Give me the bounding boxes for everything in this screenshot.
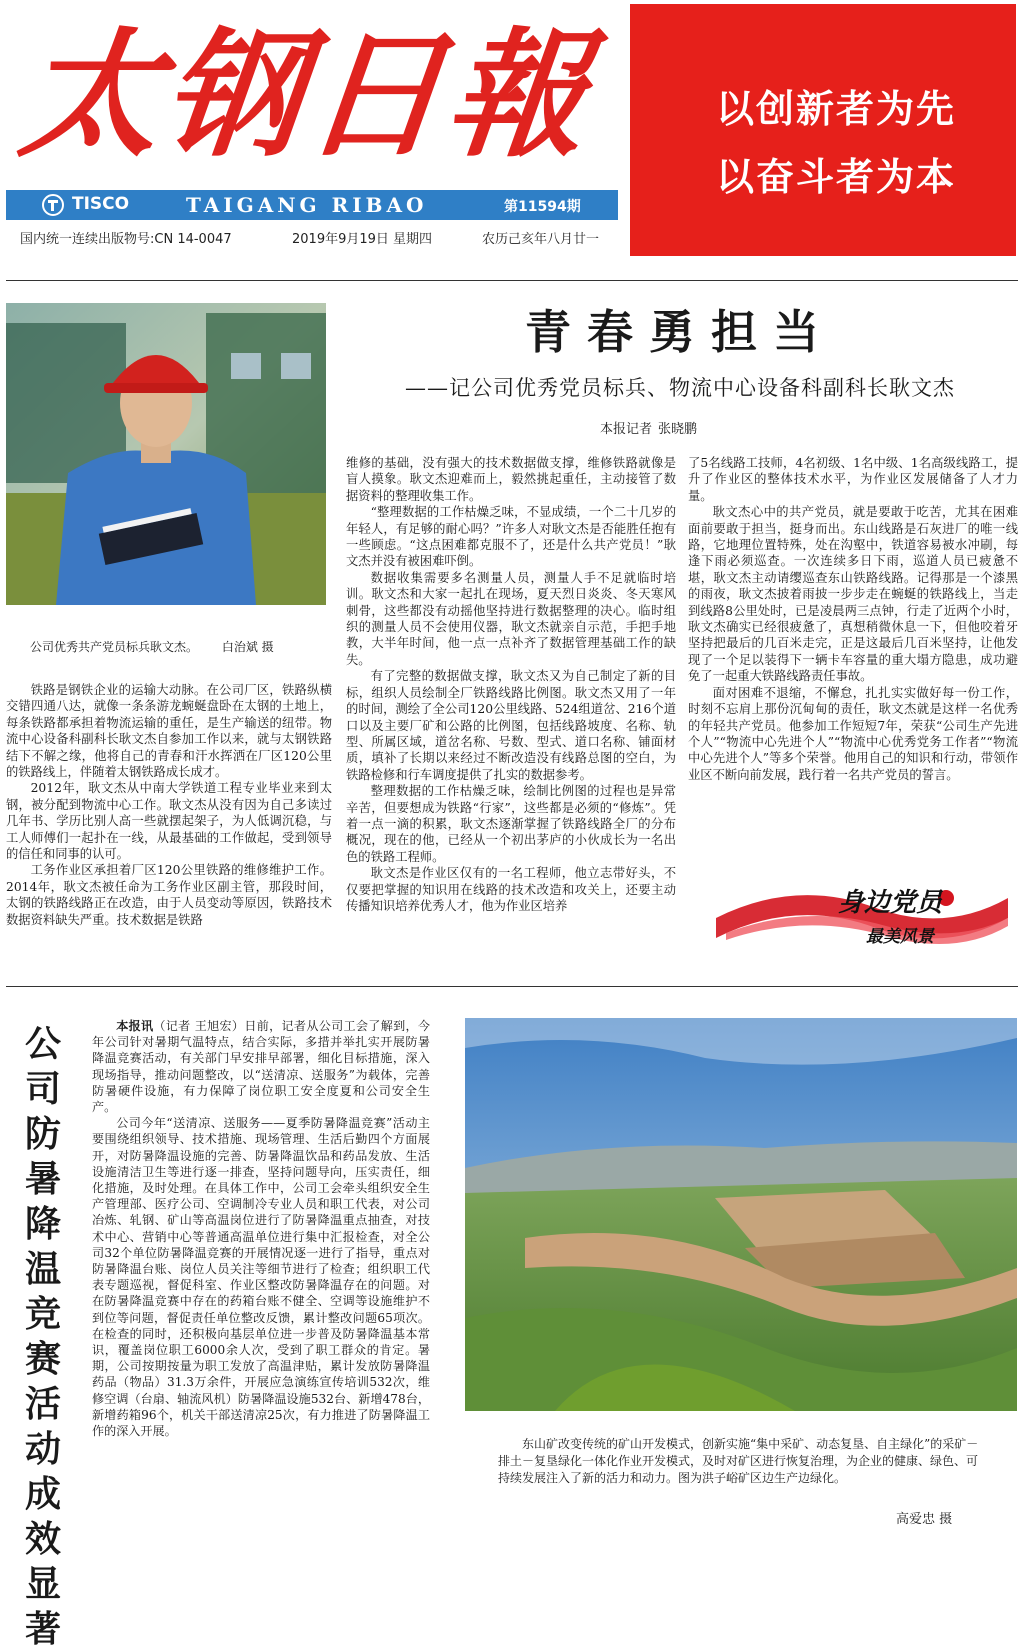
newspaper-title: 太钢日報 — [13, 13, 599, 176]
paragraph: 有了完整的数据做支撑，耿文杰又为自己制定了新的目标，组织人员绘制全厂铁路线路比例图。耿文杰又用了一年的时间，测绘了全公司120公里线路、524组道岔、216个道口以及主要厂矿和公路的比例图，包括线路坡度、名称、轨型、所属区域，道岔名称、号数、型式、道口名称、铺面材质，填补了长期以来经过不断改造没有线路总图的空白，为铁路检修和行车调度提供了扎实的数据参考。 — [346, 669, 676, 782]
paragraph: 铁路是钢铁企业的运输大动脉。在公司厂区，铁路纵横交错四通八达，就像一条条游龙蜿蜒盘卧在太钢的土地上，每条铁路都承担着物流运输的重任，是生产输送的纽带。物流中心设备科副科长耿文杰自参加工作以来，就与太钢铁路结下不解之缘，他将自己的青春和汗水挥洒在厂区120公里的铁路线上，伴随着太钢铁路成长成才。 — [6, 683, 332, 780]
tisco-logo-text: TISCO — [72, 194, 130, 214]
paragraph: “整理数据的工作枯燥乏味，不显成绩，一个二十几岁的年轻人，有足够的耐心吗？”许多人对耿文杰是否能胜任抱有一些顾虑。“这点困难都克服不了，还是什么共产党员！”耿文杰并没有被困难吓倒。 — [346, 505, 676, 569]
article1-column-3 — [688, 455, 1018, 783]
photo2-credit: 高爱忠 摄 — [896, 1512, 953, 1527]
paragraph: 耿文杰心中的共产党员，就是要敢于吃苦，尤其在困难面前要敢于担当，挺身而出。东山线路是石灰进厂的唯一线路，它地理位置特殊，处在沟壑中，铁道容易被水冲刷，每逢下雨必须巡查。一次连续多日下雨，巡道人员已疲惫不堪，耿文杰主动请缨巡查东山铁路线路。记得那是一个漆黑的雨夜，耿文杰披着雨披一步步走在蜿蜒的铁路线上，当走到线路8公里处时，已是凌晨两三点钟，行走了近两个小时，耿文杰确实已经很疲惫了，真想稍微休息一下，但他咬着牙坚持把最后的几百米走完，正是这最后几百米坚持，让他发现了一个足以装得下一辆卡车容量的重大塌方隐患，成功避免了一起重大铁路线路责任事故。 — [688, 505, 1018, 684]
paragraph: 公司今年“送清凉、送服务——夏季防暑降温竞赛”活动主要围绕组织领导、技术措施、现场管理、生活后勤四个方面展开，对防暑降温设施的完善、防暑降温饮品和药品发放、生活设施清洁卫生等进行逐一排查，坚持问题导向，压实责任，细化措施，及时处理。在具体工作中，公司工会牵头组织安全生产管理部、医疗公司、空调制冷专业人员和职工代表，对公司冶炼、轧钢、矿山等高温岗位进行了防暑降温重点抽查，对技术中心、营销中心等普通高温单位进行集中汇报检查，对全公司32个单位防暑降温竞赛的开展情况逐一进行了指导，重点对防暑降温台账、岗位人员关注等细节进行了检查；组织职工代表专题巡视，督促科室、作业区整改防暑降温存在的问题。对在防暑降温竞赛中存在的药箱台账不健全、空调等设施维护不到位等问题，督促责任单位整改反馈，累计整改问题65项次。在检查的同时，还积极向基层单位进一步普及防暑降温基本常识，覆盖岗位职工6000余人次，受到了职工群众的肯定。暑期，公司按期按量为职工发放了高温津贴，累计发放防暑降温药品（物品）31.3万余件，开展应急演练宣传培训532次，维修空调（台扇、轴流风机）防暑降温设施532台、新增478台，新增药箱96个，机关干部送清凉25次，有力推进了防暑降温工作的深入开展。 — [92, 1116, 430, 1439]
paragraph: 本报讯（记者 王旭宏）日前，记者从公司工会了解到，今年公司针对暑期气温特点，结合实际，多措并举扎实开展防暑降温竞赛活动，有关部门早安排早部署，细化目标措施，深入现场指导，推动问题整改，以“送清凉、送服务”为载体，完善防暑硬件设施，有力保障了岗位职工安全度夏和公司安全生产。 — [92, 1019, 430, 1115]
column-badge — [716, 878, 1008, 956]
slogan-line-2: 以奋斗者为本 — [716, 154, 957, 199]
slogan-box — [630, 4, 1016, 256]
article1-column-1 — [6, 682, 332, 928]
badge-title: 身边党员 — [838, 888, 943, 918]
byline-label: 本报记者 — [600, 422, 653, 437]
article2-body — [92, 1018, 430, 1439]
paragraph: 了5名线路工技师，4名初级、1名中级、1名高级线路工，提升了作业区的整体技术水平，为作业区发展储备了人才力量。 — [688, 456, 1018, 503]
masthead-band — [6, 190, 618, 220]
paragraph: 2012年，耿文杰从中南大学铁道工程专业毕业来到太钢，被分配到物流中心工作。耿文杰从没有因为自己多读过几年书、学历比别人高一些就摆起架子，为人低调沉稳，与工人师傅们一起扑在一线，从最基础的工作做起，受到领导的信任和同事的认可。 — [6, 781, 332, 862]
paragraph: 面对困难不退缩，不懈怠，扎扎实实做好每一份工作，时刻不忘肩上那份沉甸甸的责任，耿文杰就是这样一名优秀的年轻共产党员。他参加工作短短7年，荣获“公司生产先进个人”“物流中心先进个人”“物流中心优秀党务工作者”“物流中心先进个人”等多个荣誉。他用自己的知识和行动，带领作业区不断向前发展，践行着一名共产党员的誓言。 — [688, 685, 1018, 782]
lead-reporter: （记者 王旭宏） — [153, 1019, 245, 1033]
lunar-date: 农历己亥年八月廿一 — [482, 232, 600, 247]
article1-byline — [600, 418, 697, 437]
publication-date: 2019年9月19日 星期四 — [292, 232, 433, 247]
article1-subheadline: ——记公司优秀党员标兵、物流中心设备科副科长耿文杰 — [405, 376, 955, 400]
worker-photo — [6, 303, 326, 605]
paragraph: 整理数据的工作枯燥乏味，绘制比例图的过程也是异常辛苦，但要想成为铁路“行家”，这些都是必须的“修炼”。凭着一点一滴的积累，耿文杰逐渐掌握了铁路线路全厂的分布概况，现在的他，已经从一个初出茅庐的小伙成长为一名出色的铁路工程师。 — [346, 784, 676, 864]
photo2-caption: 东山矿改变传统的矿山开发模式，创新实施“集中采矿、动态复垦、自主绿化”的采矿－排土－复垦绿化一体化作业开发模式，及时对矿区进行恢复治理，为企业的健康、绿色、可持续发展注入了新的活力和动力。图为洪子峪矿区边生产边绿化。 — [498, 1437, 979, 1485]
article1-headline: 青春勇担当 — [525, 305, 835, 359]
badge-subtitle: 最美风景 — [866, 927, 934, 947]
paragraph: 数据收集需要多名测量人员，测量人手不足就临时培训。耿文杰和大家一起扎在现场，夏天烈日炎炎、冬天寒风刺骨，这些都没有动摇他坚持进行数据整理的决心。临时组织的测量人员不会使用仪器，耿文杰就亲自示范，手把手地教，大半年时间，他一点一点补齐了数据管理基础工作的缺失。 — [346, 570, 676, 667]
masthead-pinyin: TAIGANG RIBAO — [186, 193, 428, 217]
lead-label: 本报讯 — [116, 1019, 154, 1033]
photo1-credit: 白治斌 摄 — [221, 640, 274, 654]
section-divider — [6, 986, 1018, 987]
paragraph: 维修的基础，没有强大的技术数据做支撑，维修铁路就像是盲人摸象。耿文杰迎难而上，毅然挑起重任，主动接管了数据资料的整理收集工作。 — [346, 456, 676, 503]
article1-column-2 — [346, 455, 676, 914]
issue-number: 第11594期 — [504, 199, 581, 215]
registration-number: 国内统一连续出版物号:CN 14-0047 — [20, 232, 232, 247]
byline-name: 张晓鹏 — [658, 422, 698, 437]
paragraph: 耿文杰是作业区仅有的一名工程师，他立志带好头，不仅要把掌握的知识用在线路的技术改造和攻关上，还要主动传播知识培养优秀人才，他为作业区培养 — [346, 866, 676, 913]
article2-headline: 公 司 防 暑 降 温 竞 赛 活 动 成 效 显 著 — [24, 1024, 61, 1650]
slogan-line-1: 以创新者为先 — [716, 86, 957, 131]
tisco-logo-icon — [42, 194, 64, 216]
photo1-caption: 公司优秀共产党员标兵耿文杰。 白治斌 摄 — [30, 640, 274, 654]
mine-landscape-photo — [465, 1018, 1017, 1411]
masthead-info-line — [6, 224, 618, 246]
paragraph: 工务作业区承担着厂区120公里铁路的维修维护工作。2014年，耿文杰被任命为工务作业区副主管，那段时间，太钢的铁路线路正在改造，由于人员变动等原因，铁路技术数据资料缺失严重。技术数据是铁路 — [6, 863, 332, 927]
masthead-divider — [6, 280, 1018, 281]
